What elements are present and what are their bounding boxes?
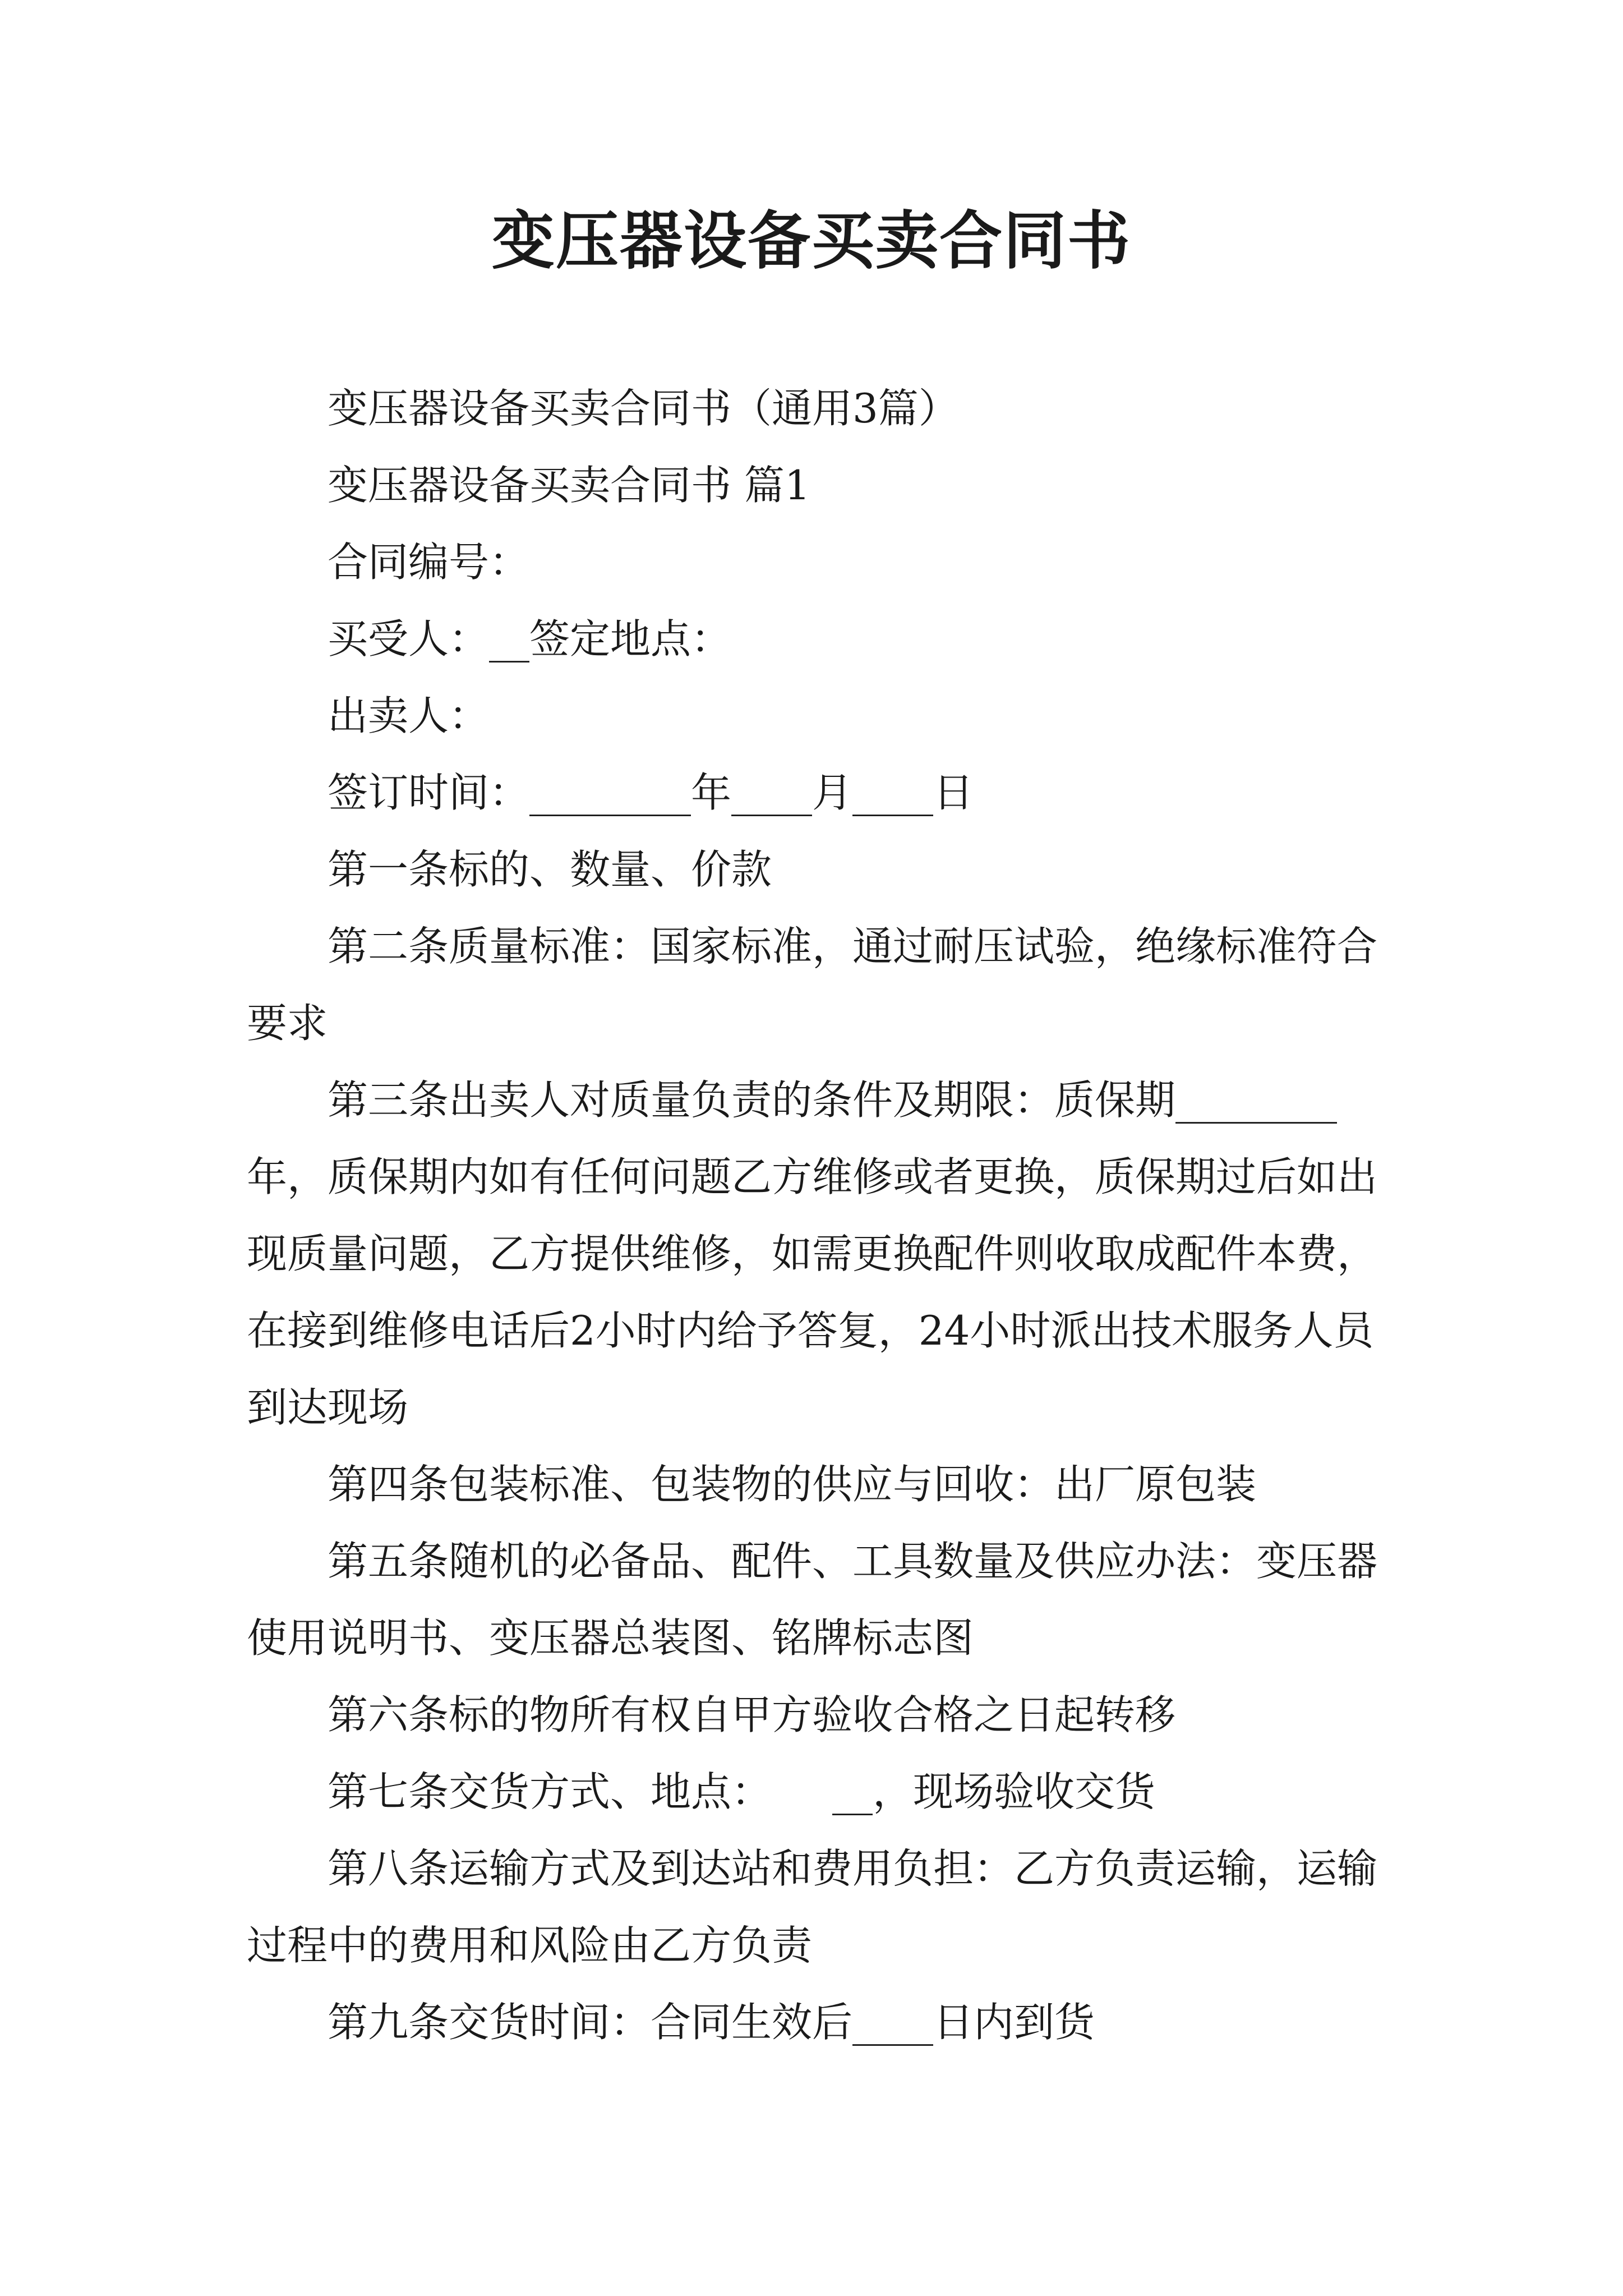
paragraph-article-9: 第九条交货时间：合同生效后____日内到货 xyxy=(328,1999,1095,2046)
paragraph-article-2: 第二条质量标准：国家标准，通过耐压试验，绝缘标准符合要求 xyxy=(247,923,1378,1047)
document-title: 变压器设备买卖合同书 xyxy=(492,204,1131,278)
paragraph-subtitle: 变压器设备买卖合同书（通用3篇） xyxy=(328,385,959,432)
document-body xyxy=(247,370,1391,2061)
paragraph-article-1: 第一条标的、数量、价款 xyxy=(328,846,772,893)
paragraph-article-8: 第八条运输方式及到达站和费用负担：乙方负责运输，运输过程中的费用和风险由乙方负责 xyxy=(247,1845,1378,1969)
paragraph-article-4: 第四条包装标准、包装物的供应与回收：出厂原包装 xyxy=(328,1461,1257,1508)
paragraph-article-3: 第三条出卖人对质量负责的条件及期限：质保期________年，质保期内如有任何问题乙方维修或者更换，质保期过后如出现质量问题，乙方提供维修，如需更换配件则收取成配件本费，在接到维修电话后2小时内给予答复，24小时派出技术服务人员到达现场 xyxy=(247,1076,1378,1431)
paragraph-signing-date: 签订时间：________年____月____日 xyxy=(328,769,974,816)
paragraph-article-7: 第七条交货方式、地点： __，现场验收交货 xyxy=(328,1768,1156,1815)
paragraph-contract-number: 合同编号： xyxy=(328,539,530,586)
paragraph-seller: 出卖人： xyxy=(328,692,490,739)
paragraph-article-6: 第六条标的物所有权自甲方验收合格之日起转移 xyxy=(328,1691,1176,1738)
paragraph-article-5: 第五条随机的必备品、配件、工具数量及供应办法：变压器使用说明书、变压器总装图、铭牌标志图 xyxy=(247,1538,1378,1662)
paragraph-buyer: 买受人：__签定地点： xyxy=(328,615,732,662)
paragraph-part-heading: 变压器设备买卖合同书 篇1 xyxy=(328,462,810,509)
